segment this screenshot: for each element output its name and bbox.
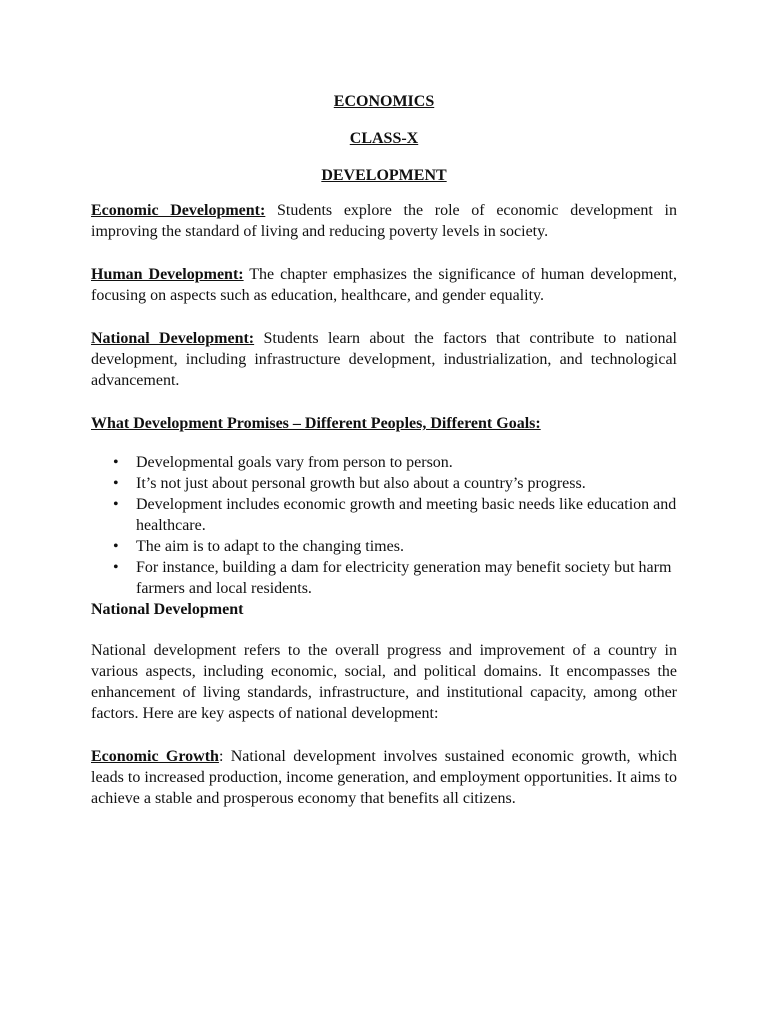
list-item-text: For instance, building a dam for electricity generation may benefit society but harm farmers and local residents. [136, 559, 672, 597]
list-item [113, 452, 677, 473]
national-development-text: Students learn about the factors that contribute to national development, including infrastructure development, industrialization, and technological advancement. [91, 330, 677, 389]
list-item [113, 473, 677, 494]
list-item-text: It’s not just about personal growth but also about a country’s progress. [136, 475, 586, 492]
human-development-paragraph [91, 264, 677, 306]
class-heading: CLASS-X [349, 130, 419, 147]
human-development-text: The chapter emphasizes the significance of human development, focusing on aspects such as education, healthcare, and gender equality. [91, 266, 677, 304]
national-development-term: National Development: [91, 330, 255, 347]
bullet-icon: • [113, 496, 119, 513]
promises-heading: What Development Promises – Different Peoples, Different Goals: [91, 415, 541, 432]
bullet-icon: • [113, 475, 119, 492]
economic-growth-text: : National development involves sustained economic growth, which leads to increased production, income generation, and employment opportunities. It aims to achieve a stable and prosperous economy that benefits all citizens. [91, 748, 677, 807]
list-item-text: The aim is to adapt to the changing times. [136, 538, 404, 555]
bullet-icon: • [113, 538, 119, 555]
economic-development-paragraph [91, 200, 677, 242]
chapter-heading: DEVELOPMENT [321, 167, 447, 184]
list-item-text: Developmental goals vary from person to person. [136, 454, 453, 471]
promises-list [91, 452, 677, 599]
list-item [113, 557, 677, 599]
national-development-intro: National development refers to the overall progress and improvement of a country in various aspects, including economic, social, and political domains. It encompasses the enhancement of living standards, infrastructure, and institutional capacity, among other factors. Here are key aspects of national development: [91, 642, 677, 722]
list-item [113, 536, 677, 557]
national-development-paragraph [91, 328, 677, 391]
economic-growth-paragraph [91, 746, 677, 809]
subject-heading: ECONOMICS [333, 93, 435, 110]
economic-growth-term: Economic Growth [91, 748, 219, 765]
bullet-icon: • [113, 454, 119, 471]
human-development-term: Human Development: [91, 266, 244, 283]
list-item [113, 494, 677, 536]
economic-development-term: Economic Development: [91, 202, 266, 219]
economic-development-text: Students explore the role of economic development in improving the standard of living and reducing poverty levels in society. [91, 202, 677, 240]
list-item-text: Development includes economic growth and meeting basic needs like education and healthcare. [136, 496, 677, 534]
national-development-title: National Development [91, 601, 244, 618]
bullet-icon: • [113, 559, 119, 576]
